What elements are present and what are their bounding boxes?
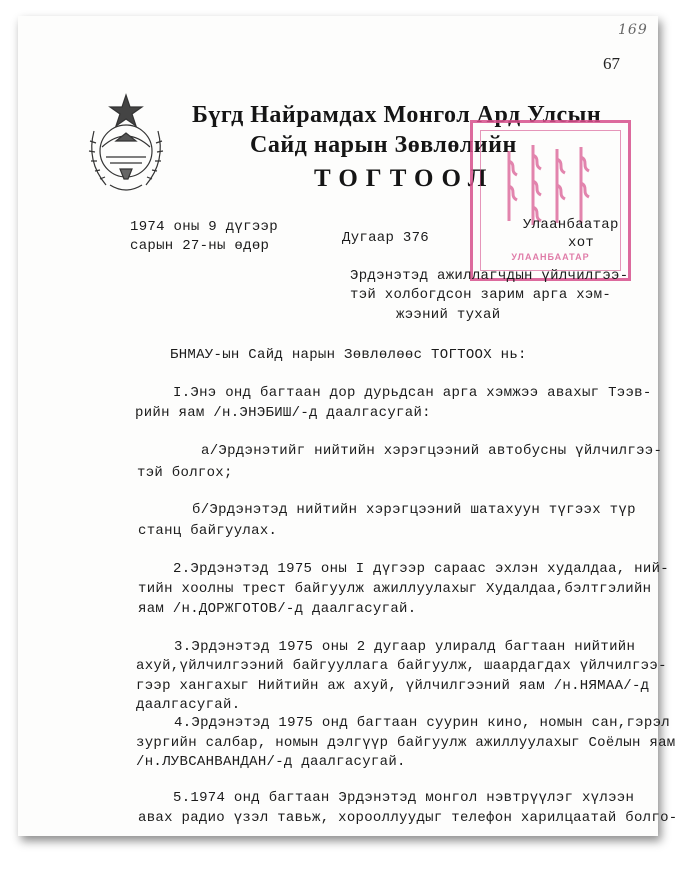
body-line: б/Эрдэнэтэд нийтийн хэрэгцээний шатахуун түгээх түр: [192, 502, 636, 518]
place-line-2: хот: [568, 235, 595, 251]
document-page: [18, 16, 678, 836]
body-line: гээр хангахыг Нийтийн аж ахуй, үйлчилгээний яам /н.НЯМАА/-д: [136, 678, 650, 694]
header-title-resolution: ТОГТООЛ: [314, 165, 495, 192]
body-line: рийн яам /н.ЭНЭБИШ/-д даалгасугай:: [135, 405, 431, 421]
header-title-line-2: Сайд нарын Зөвлөлийн: [250, 132, 517, 158]
body-line: I.Энэ онд багтаан дор дурьдсан арга хэмжээ авахыг Тээв-: [173, 385, 652, 401]
body-line: 5.1974 онд багтаан Эрдэнэтэд монгол нэвтрүүлэг хүлээн: [173, 790, 635, 806]
header-title-line-1: Бүгд Найрамдах Монгол Ард Улсын: [192, 102, 602, 128]
date-line-1: 1974 оны 9 дүгээр: [130, 219, 278, 235]
body-line: 3.Эрдэнэтэд 1975 оны 2 дугаар улиралд багтаан нийтийн: [174, 639, 636, 655]
stamp-text: УЛААНБААТАР: [511, 252, 590, 262]
subject-line-2: тэй холбогдсон зарим арга хэм-: [350, 287, 612, 303]
body-line: 2.Эрдэнэтэд 1975 оны I дүгээр сараас эхлэн худалдаа, ний-: [173, 561, 669, 577]
subject-line-3: жээний тухай: [396, 307, 501, 323]
body-line: тэй болгох;: [137, 465, 233, 481]
body-line: яам /н.ДОРЖГОТОВ/-д даалгасугай.: [138, 601, 417, 617]
page-number: 67: [603, 54, 620, 73]
body-line: 4.Эрдэнэтэд 1975 онд багтаан суурин кино, номын сан,гэрэл: [174, 715, 670, 731]
body-line: зургийн салбар, номын дэлгүүр байгуулж ажиллуулахыг Соёлын яам: [136, 735, 676, 751]
date-line-2: сарын 27-ны өдөр: [130, 238, 270, 254]
body-line: ахуй,үйлчилгээний байгууллага байгуулж, шаардагдах үйлчилгээ-: [136, 658, 667, 674]
body-line: даалгасугай.: [136, 697, 241, 713]
place-line-1: Улаанбаатар: [523, 217, 619, 233]
state-emblem-icon: [80, 91, 172, 201]
official-stamp: [470, 120, 631, 281]
body-line: станц байгуулах.: [138, 523, 278, 539]
handwritten-page-number: 169: [618, 22, 648, 38]
body-line: тийн хоолны трест байгуулж ажиллуулахыг Худалдаа,бэлтгэлийн: [138, 581, 652, 597]
body-line: а/Эрдэнэтийг нийтийн хэрэгцээний автобусны үйлчилгээ-: [201, 443, 663, 459]
document-number: Дугаар 376: [342, 230, 430, 246]
body-line: авах радио үзэл тавьж, хорооллуудыг телефон харилцаатай болго-: [138, 810, 678, 826]
subject-line-1: Эрдэнэтэд ажиллагчдын үйлчилгээ-: [350, 268, 629, 284]
body-line: /н.ЛУВСАНВАНДАН/-д даалгасугай.: [136, 754, 406, 770]
preamble: БНМАУ-ын Сайд нарын Зөвлөлөөс ТОГТООХ нь:: [170, 347, 527, 363]
